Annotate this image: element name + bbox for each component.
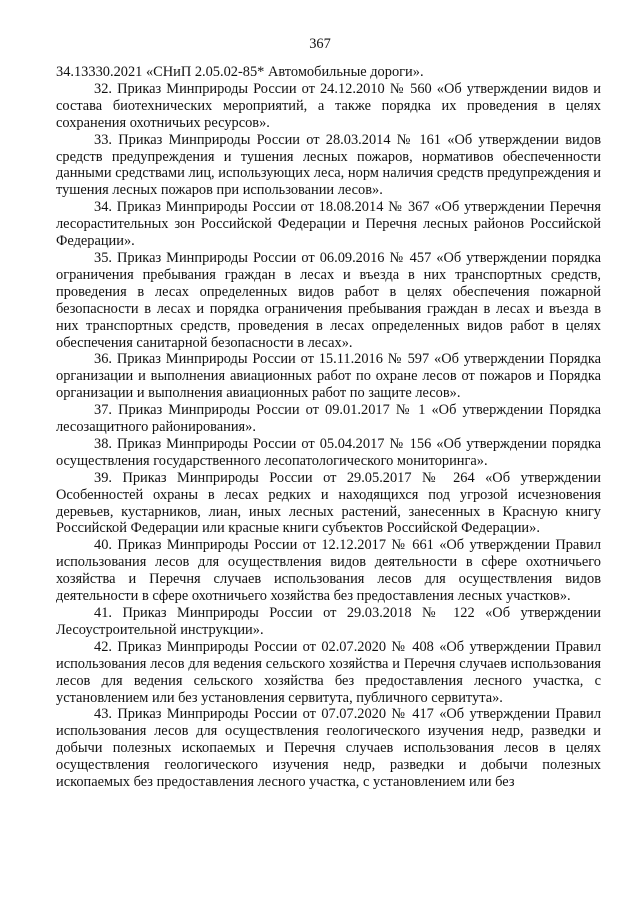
paragraph: 38. Приказ Минприроды России от 05.04.2017 № 156 «Об утверждении порядка осуществления государственного лесопатологического мониторинга». (56, 435, 601, 469)
paragraph: 40. Приказ Минприроды России от 12.12.2017 № 661 «Об утверждении Правил использования лесов для осуществления видов деятельности в сфере охотничьего хозяйства и Перечня случаев использования лесов для осуществления видов деятельности в сфере охотничьего хозяйства без предоставления лесных участков». (56, 537, 601, 605)
paragraph: 37. Приказ Минприроды России от 09.01.2017 № 1 «Об утверждении Порядка лесозащитного районирования». (56, 402, 601, 436)
paragraph: 42. Приказ Минприроды России от 02.07.2020 № 408 «Об утверждении Правил использования лесов для ведения сельского хозяйства и Перечня случаев использования лесов для ведения сельского хозяйства без предоставления лесного участка, с установлением или без установления сервитута, публичного сервитута». (56, 638, 601, 706)
paragraph: 43. Приказ Минприроды России от 07.07.2020 № 417 «Об утверждении Правил использования лесов для осуществления геологического изучения недр, разведки и добычи полезных ископаемых и Перечня случаев использования лесов в целях осуществления геологического изучения недр, разведки и добычи полезных ископаемых без предоставления лесного участка, с установлением или без (56, 706, 601, 791)
paragraph: 39. Приказ Минприроды России от 29.05.2017 № 264 «Об утверждении Особенностей охраны в лесах редких и находящихся под угрозой исчезновения деревьев, кустарников, лиан, иных лесных растений, занесенных в Красную книгу Российской Федерации или красные книги субъектов Российской Федерации». (56, 469, 601, 537)
paragraph: 34.13330.2021 «СНиП 2.05.02-85* Автомобильные дороги». (56, 64, 424, 80)
paragraph: 33. Приказ Минприроды России от 28.03.2014 № 161 «Об утверждении видов средств предупреждения и тушения лесных пожаров, нормативов обеспеченности данными средствами лиц, использующих леса, норм наличия средств предупреждения и тушения лесных пожаров при использовании лесов». (56, 131, 601, 199)
paragraph: 34. Приказ Минприроды России от 18.08.2014 № 367 «Об утверждении Перечня лесорастительных зон Российской Федерации и Перечня лесных районов Российской Федерации». (56, 199, 601, 250)
paragraph: 41. Приказ Минприроды России от 29.03.2018 № 122 «Об утверждении Лесоустроительной инструкции». (56, 605, 601, 638)
paragraph: 36. Приказ Минприроды России от 15.11.2016 № 597 «Об утверждении Порядка организации и выполнения авиационных работ по охране лесов от пожаров и Порядка организации и выполнения авиационных работ по защите лесов». (56, 351, 601, 402)
paragraph: 35. Приказ Минприроды России от 06.09.2016 № 457 «Об утверждении порядка ограничения пребывания граждан в лесах и въезда в них транспортных средств, проведения в лесах определенных видов работ в целях обеспечения пожарной безопасности в лесах и порядка ограничения пребывания граждан в лесах и въезда в них транспортных средств, проведения в лесах определенных видов работ в целях обеспечения санитарной безопасности в лесах». (56, 249, 601, 351)
page-number: 367 (309, 36, 331, 52)
document-body (56, 64, 601, 791)
paragraph: 32. Приказ Минприроды России от 24.12.2010 № 560 «Об утверждении видов и состава биотехнических мероприятий, а также порядка их проведения в целях сохранения охотничьих ресурсов». (56, 80, 601, 131)
